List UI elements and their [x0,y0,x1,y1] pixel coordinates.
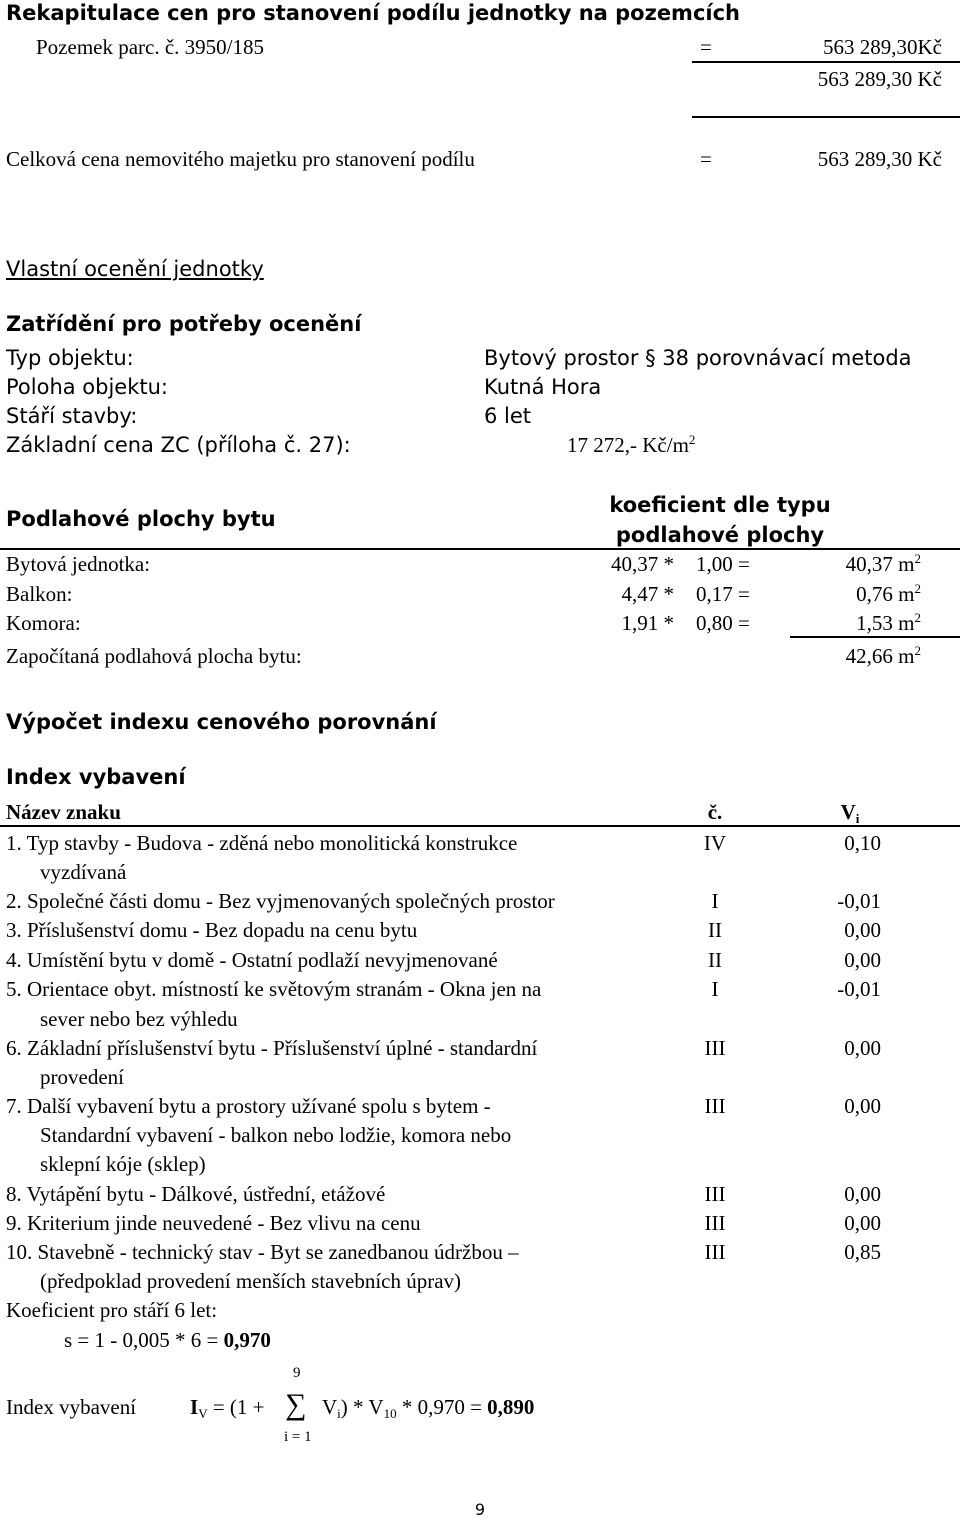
index-row-grade: IV [703,831,727,855]
index-row-text: 2. Společné části domu - Bez vyjmenovaných společných prostor [6,889,555,913]
area-row-result: 1,53 $m^2$ [856,610,921,635]
total-label: Celková cena nemovitého majetku pro stanovení podílu [6,147,475,171]
index-row-value: 0,85 [844,1240,881,1264]
area-row-coef: 0,80 = [696,611,750,635]
index-row-text: 1. Typ stavby - Budova - zděná nebo monolitická konstrukce [6,831,518,855]
coef-header-line1: koeficient dle typu [609,493,831,517]
land-subtotal: 563 289,30 Kč [817,67,942,91]
index-row-value: 0,00 [844,948,881,972]
divider [692,61,960,63]
recap-title: Rekapitulace cen pro stanovení podílu jednotky na pozemcích [6,1,740,25]
area-row-area: 40,37 * [611,552,674,576]
index-row-value: -0,01 [837,977,881,1001]
index-row-text-cont: sklepní kóje (sklep) [40,1152,206,1176]
index-row-grade: III [704,1240,726,1264]
field-label: Typ objektu: [6,346,134,370]
field-value: 6 let [484,404,532,428]
coef-header-line2: podlahové plochy [615,523,825,547]
field-value: Bytový prostor § 38 porovnávací metoda [484,346,912,370]
field-value: Kutná Hora [484,375,602,399]
sum-divider [790,636,960,638]
age-coef-label: Koeficient pro stáří 6 let: [6,1298,218,1322]
index-heading: Výpočet indexu cenového porovnání [6,710,437,734]
index-header-divider [0,825,960,827]
index-row-grade: III [704,1036,726,1060]
index-row-value: 0,10 [844,831,881,855]
index-row-grade: I [711,889,719,913]
areas-heading: Podlahové plochy bytu [6,507,276,531]
index-row-text: 3. Příslušenství domu - Bez dopadu na cenu bytu [6,918,418,942]
header-divider [0,548,960,550]
index-row-grade: III [704,1182,726,1206]
index-row-value: 0,00 [844,918,881,942]
col-no-header: č. [707,800,723,824]
area-row-coef: 1,00 = [696,552,750,576]
index-row-value: 0,00 [844,1036,881,1060]
area-row-label: Komora: [6,611,81,635]
index-row-grade: II [708,948,722,972]
valuation-subheading: Zatřídění pro potřeby ocenění [6,312,362,336]
index-row-text-cont: sever nebo bez výhledu [40,1007,238,1031]
field-label: Poloha objektu: [6,375,169,399]
index-row-text-cont: Standardní vybavení - balkon nebo lodžie, komora nebo [40,1123,512,1147]
sum-upper-limit: 9 [293,1365,301,1381]
index-row-grade: III [704,1094,726,1118]
col-v-header: $V_i$ [840,800,860,826]
index-row-text: 6. Základní příslušenství bytu - Příslušenství úplné - standardní [6,1036,538,1060]
area-row-label: Bytová jednotka: [6,552,151,576]
index-formula-rest: $V_i) * V_{10} * 0,970 = 0,890$ [322,1395,535,1421]
field-label: Stáří stavby: [6,404,138,428]
area-total-label: Započítaná podlahová plocha bytu: [6,644,302,668]
area-row-result: 0,76 $m^2$ [856,581,921,606]
area-row-coef: 0,17 = [696,582,750,606]
base-price-label: Základní cena ZC (příloha č. 27): [6,433,351,457]
page-number: 9 [474,1500,486,1519]
index-row-text: 9. Kriterium jinde neuvedené - Bez vlivu na cenu [6,1211,421,1235]
index-row-text: 7. Další vybavení bytu a prostory užívané spolu s bytem - [6,1094,491,1118]
sum-symbol: ∑ [285,1388,307,1421]
index-row-value: -0,01 [837,889,881,913]
index-row-text-cont: provedení [40,1065,124,1089]
land-label: Pozemek parc. č. 3950/185 [36,35,265,59]
index-formula: $I_V = (1$ + [190,1395,265,1421]
formula-label: Index vybavení [6,1395,137,1419]
index-row-text-cont: vyzdívaná [40,860,127,884]
index-row-text: 10. Stavebně - technický stav - Byt se zanedbanou údržbou – [6,1240,519,1264]
index-row-text: 5. Orientace obyt. místností ke světovým stranám - Okna jen na [6,977,542,1001]
area-row-area: 1,91 * [621,611,674,635]
index-row-text: 4. Umístění bytu v domě - Ostatní podlaží nevyjmenované [6,948,498,972]
index-row-text: 8. Vytápění bytu - Dálkové, ústřední, etážové [6,1182,386,1206]
valuation-heading: Vlastní ocenění jednotky [6,257,264,281]
area-total-value: 42,66 $m^2$ [845,643,921,668]
sum-lower-limit: i = 1 [284,1429,312,1445]
index-subheading: Index vybavení [6,765,186,789]
index-row-text-cont: (předpoklad provedení menších stavebních úprav) [40,1269,462,1293]
total-value: 563 289,30 Kč [817,147,942,171]
index-row-value: 0,00 [844,1094,881,1118]
area-row-area: 4,47 * [621,582,674,606]
col-name-header: Název znaku [6,800,121,824]
index-row-value: 0,00 [844,1182,881,1206]
area-row-label: Balkon: [6,582,73,606]
land-value: 563 289,30Kč [823,35,942,59]
index-row-grade: III [704,1211,726,1235]
index-row-grade: I [711,977,719,1001]
total-equals: = [700,147,712,171]
base-price-value: 17 272,- $Kč/m^2$ [567,432,696,457]
land-equals: = [700,35,712,59]
index-row-grade: II [708,918,722,942]
area-row-result: 40,37 $m^2$ [845,551,921,576]
divider [692,116,960,118]
index-row-value: 0,00 [844,1211,881,1235]
age-coef-formula: s = 1 - 0,005 * 6 = 0,970 [64,1328,271,1352]
